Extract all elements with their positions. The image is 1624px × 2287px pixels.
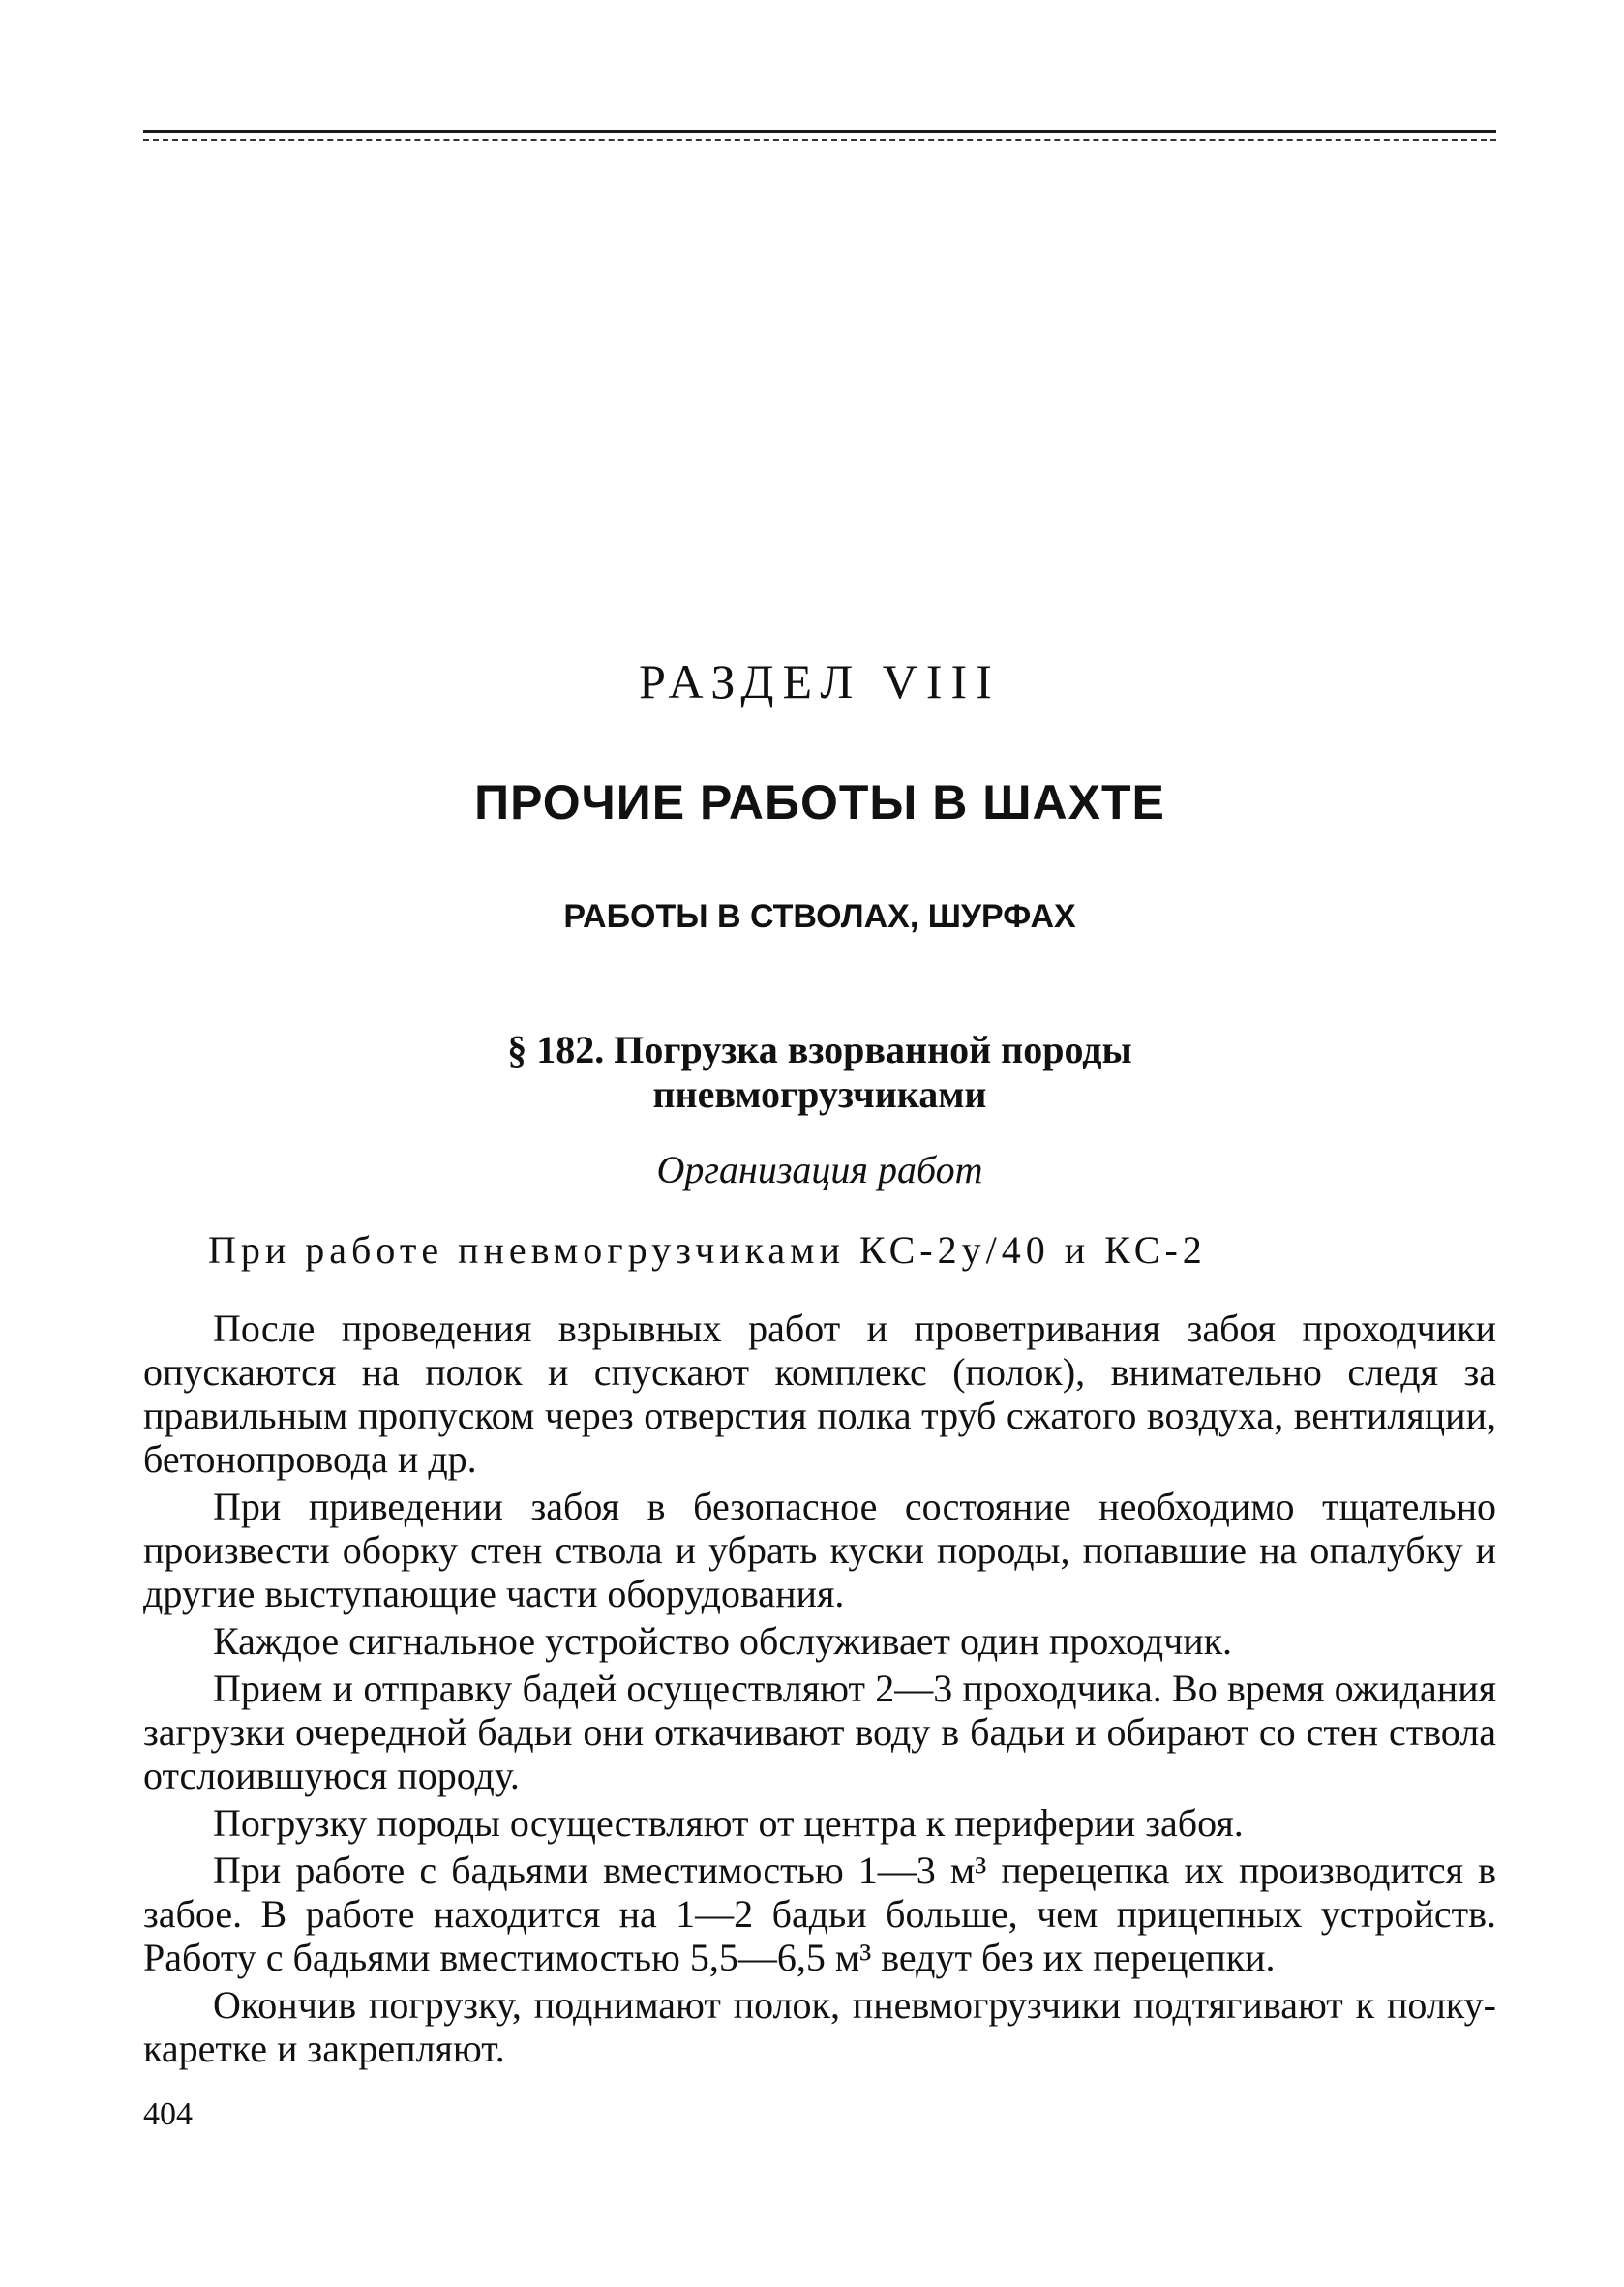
- header-rule: [143, 130, 1496, 133]
- part-title: ПРОЧИЕ РАБОТЫ В ШАХТЕ: [474, 775, 1165, 829]
- condition-heading: При работе пневмогрузчиками КС-2у/40 и КС-2: [208, 1228, 1207, 1272]
- body-paragraph: После проведения взрывных работ и проветривания забоя проходчики опускаются на полок и спускают комплекс (полок), внимательно следя за правильным пропуском через отверстия полка труб сжатого воздуха, вентиляции, бетонопровода и др.: [143, 1307, 1496, 1481]
- body-paragraph: При приведении забоя в безопасное состояние необходимо тщательно произвести оборку стен ствола и убрать куски породы, попавшие на опалубку и другие выступающие части оборудования.: [143, 1485, 1496, 1615]
- paragraph-title-line-2: пневмогрузчиками: [652, 1072, 987, 1116]
- page-number: 404: [143, 2096, 193, 2132]
- paragraph-title: [143, 1028, 1496, 1117]
- chapter-title: РАБОТЫ В СТВОЛАХ, ШУРФАХ: [563, 898, 1076, 935]
- body-paragraph: Окончив погрузку, поднимают полок, пневмогрузчики подтягивают к полку-каретке и закрепляют.: [143, 1983, 1496, 2070]
- section-label: РАЗДЕЛ VIII: [639, 654, 1001, 708]
- header-rule-dashed: [143, 139, 1496, 141]
- body-paragraph: При работе с бадьями вместимостью 1—3 м³ перецепка их производится в забое. В работе находится на 1—2 бадьи больше, чем прицепных устройств. Работу с бадьями вместимостью 5,5—6,5 м³ ведут без их перецепки.: [143, 1849, 1496, 1979]
- body-text: [143, 1307, 1496, 2074]
- body-paragraph: Погрузку породы осуществляют от центра к периферии забоя.: [213, 1801, 1244, 1845]
- paragraph-title-line-1: § 182. Погрузка взорванной породы: [507, 1028, 1132, 1071]
- subtitle: Организация работ: [656, 1148, 983, 1191]
- body-paragraph: Прием и отправку бадей осуществляют 2—3 проходчика. Во время ожидания загрузки очередной бадьи они откачивают воду в бадьи и обирают со стен ствола отслоившуюся породу.: [143, 1667, 1496, 1797]
- body-paragraph: Каждое сигнальное устройство обслуживает один проходчик.: [213, 1619, 1233, 1663]
